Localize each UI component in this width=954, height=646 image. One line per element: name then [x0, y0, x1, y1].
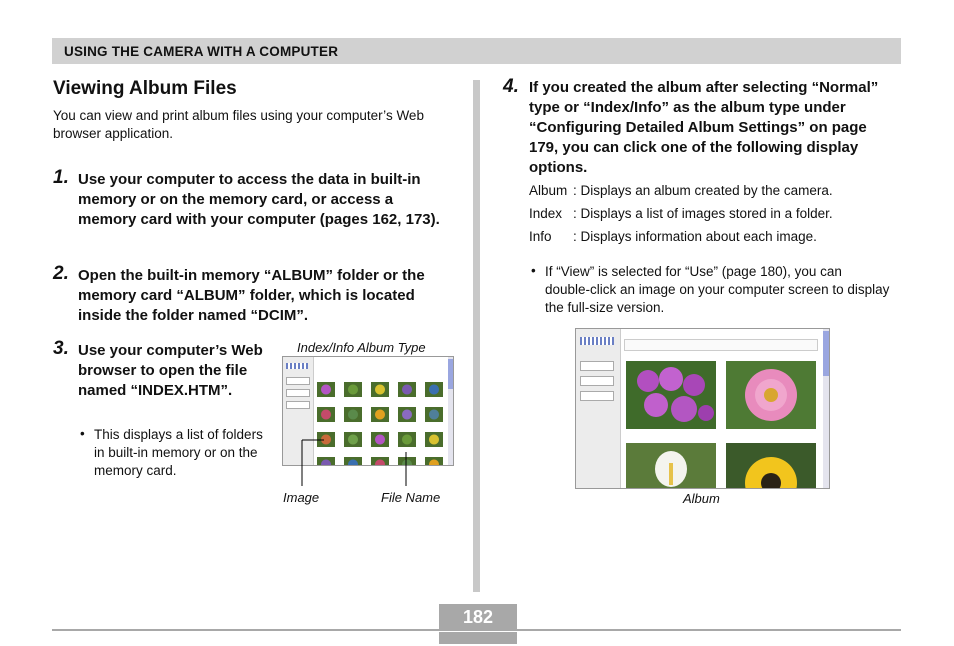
step-3-number: 3.	[53, 338, 69, 359]
thumbnail	[371, 382, 389, 397]
option-label-album: Album	[529, 183, 568, 198]
photo-white-lily	[626, 443, 716, 489]
intro-paragraph: You can view and print album files using your computer’s Web browser application.	[53, 108, 424, 141]
figure-caption-index-info: Index/Info Album Type	[297, 340, 426, 355]
photo-purple-flowers	[626, 361, 716, 429]
thumbnail	[425, 432, 443, 447]
thumbnail	[317, 407, 335, 422]
nav-button	[580, 376, 614, 386]
logo-strip	[580, 337, 614, 345]
option-desc-info: : Displays information about each image.	[573, 229, 817, 244]
step-1-number: 1.	[53, 167, 69, 188]
section-title: Viewing Album Files	[53, 78, 237, 99]
scrollbar-thumb	[448, 359, 453, 389]
step-3-bullet: This displays a list of folders in built-in memory or on the memory card.	[94, 427, 263, 478]
step-1-text: Use your computer to access the data in built-in memory or on the memory card, or access a memory card with your computer (pages 162, 173).	[78, 171, 440, 228]
scrollbar-thumb	[823, 331, 829, 376]
thumbnail	[398, 382, 416, 397]
header-title: USING THE CAMERA WITH A COMPUTER	[64, 44, 339, 59]
thumbnail	[344, 382, 362, 397]
thumbnail	[425, 382, 443, 397]
step-2-number: 2.	[53, 263, 69, 284]
photo-pink-daisy	[726, 361, 816, 429]
logo-strip	[286, 363, 308, 369]
caption-image: Image	[283, 490, 320, 505]
caption-file-name: File Name	[381, 490, 441, 505]
nav-button	[286, 377, 310, 385]
bullet-dot: •	[531, 263, 536, 278]
figure-caption-album: Album	[683, 491, 720, 506]
option-desc-index: : Displays a list of images stored in a folder.	[573, 206, 833, 221]
thumbnail	[398, 407, 416, 422]
option-label-info: Info	[529, 229, 552, 244]
column-divider	[473, 80, 480, 592]
option-desc-album: : Displays an album created by the camera.	[573, 183, 833, 198]
step-2-text: Open the built-in memory “ALBUM” folder or the memory card “ALBUM” folder, which is located inside the folder named “DCIM”.	[78, 267, 425, 324]
album-screenshot	[575, 328, 830, 489]
thumbnail	[371, 407, 389, 422]
step-3-text: Use your computer’s Web browser to open the file named “INDEX.HTM”.	[78, 342, 263, 399]
step-4-number: 4.	[503, 76, 519, 97]
address-bar	[624, 339, 818, 351]
nav-button	[580, 361, 614, 371]
page-number-tab	[439, 632, 517, 644]
scrollbar	[448, 357, 453, 465]
page-number: 182	[439, 604, 517, 630]
option-label-index: Index	[529, 206, 563, 221]
screenshot-sidebar	[576, 329, 621, 488]
step-4-text: If you created the album after selecting “Normal” type or “Index/Info” as the album type under “Configuring Detailed Album Settings” on page 179, you can click one of the following display options.	[529, 79, 879, 176]
nav-button	[286, 401, 310, 409]
thumbnail	[425, 457, 443, 466]
nav-button	[286, 389, 310, 397]
figure-pointers	[290, 430, 420, 490]
step-4-bullet: If “View” is selected for “Use” (page 180), you can double-click an image on your computer screen to display the full-size version.	[545, 264, 890, 315]
page-header	[52, 38, 901, 64]
photo-yellow-flower	[726, 443, 816, 489]
bullet-dot: •	[80, 426, 85, 441]
thumbnail	[425, 407, 443, 422]
scrollbar	[823, 329, 829, 488]
nav-button	[580, 391, 614, 401]
thumbnail	[344, 407, 362, 422]
thumbnail	[317, 382, 335, 397]
